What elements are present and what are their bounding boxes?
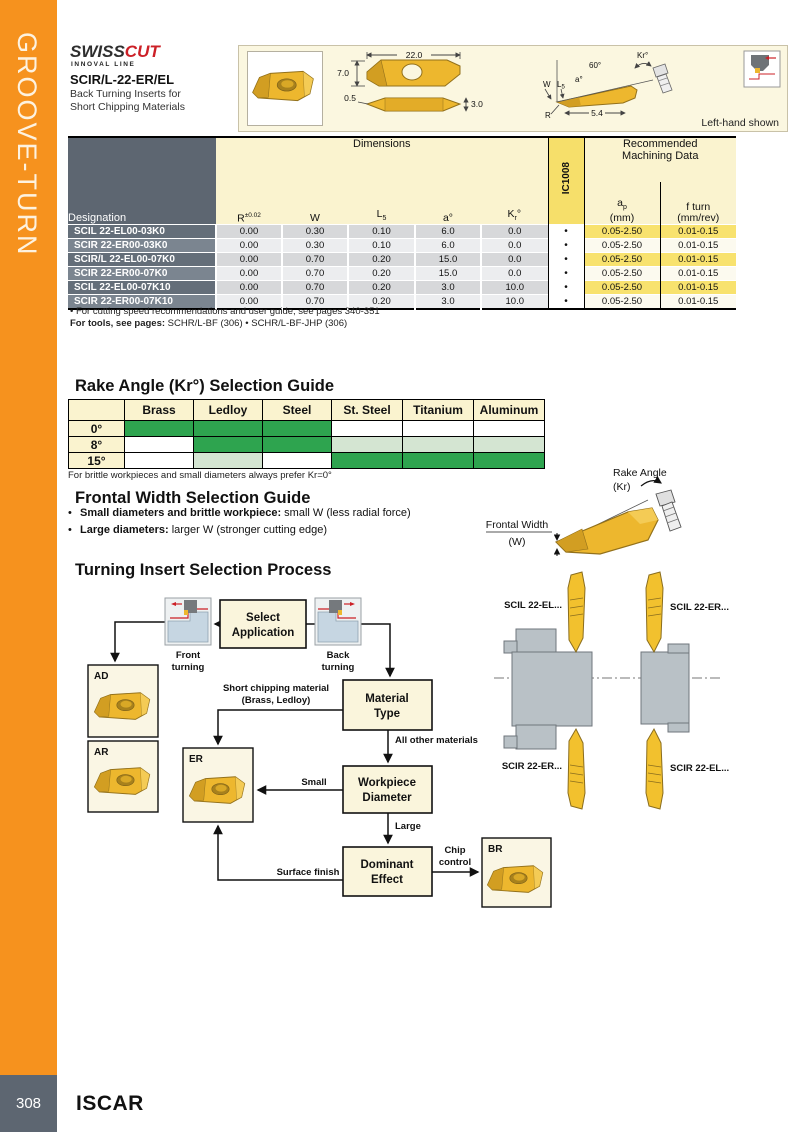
value-cell: 0.00: [216, 281, 282, 295]
rake-suitability-cell: [403, 453, 474, 469]
rake-angle-label: 0°: [69, 421, 125, 437]
dimensions-header: Dimensions: [216, 137, 548, 182]
svg-text:Small: Small: [301, 777, 327, 788]
rake-suitability-cell: [403, 437, 474, 453]
designation-cell: SCIR 22-ER00-07K10: [68, 295, 216, 310]
svg-text:Surface finish: Surface finish: [276, 867, 340, 878]
value-cell: 0.05-2.50: [584, 281, 660, 295]
svg-text:SCIR 22-ER...: SCIR 22-ER...: [501, 761, 562, 772]
list-item: • Small diameters and brittle workpiece: small W (less radial force): [68, 507, 411, 519]
svg-text:Short chipping material: Short chipping material: [222, 683, 330, 694]
table-row: [68, 281, 736, 295]
rake-suitability-cell: [332, 453, 403, 469]
application-mini-icon: [744, 51, 780, 87]
svg-text:Material: Material: [365, 693, 409, 705]
rake-suitability-cell: [263, 421, 332, 437]
svg-text:Diameter: Diameter: [362, 792, 412, 804]
value-cell: 0.10: [348, 239, 415, 253]
product-title: SCIR/L-22-ER/EL: [70, 72, 175, 87]
value-cell: 6.0: [415, 239, 481, 253]
workpiece-right: [641, 644, 689, 732]
value-cell: 15.0: [415, 267, 481, 281]
rake-suitability-cell: [125, 421, 194, 437]
value-cell: 0.01-0.15: [660, 295, 736, 310]
ad-insert-box: [88, 665, 158, 737]
rake-material-header: St. Steel: [332, 400, 403, 421]
svg-text:BR: BR: [488, 844, 503, 855]
designation-cell: SCIL 22-EL00-07K10: [68, 281, 216, 295]
material-type-box: [343, 680, 432, 730]
value-cell: 0.05-2.50: [584, 239, 660, 253]
svg-text:W: W: [543, 80, 551, 89]
value-cell: 0.01-0.15: [660, 239, 736, 253]
svg-text:3.0: 3.0: [471, 99, 483, 109]
front-turning-icon: [165, 598, 211, 645]
rake-material-header: Steel: [263, 400, 332, 421]
rake-suitability-cell: [403, 421, 474, 437]
value-cell: 0.00: [216, 239, 282, 253]
value-cell: 0.01-0.15: [660, 281, 736, 295]
side-tab: [0, 0, 57, 1075]
grade-dot-cell: •: [548, 225, 584, 239]
rake-suitability-cell: [474, 437, 545, 453]
column-designation: Designation: [68, 137, 216, 225]
rake-suitability-cell: [194, 453, 263, 469]
svg-text:(W): (W): [508, 536, 526, 548]
value-cell: 0.20: [348, 253, 415, 267]
svg-text:Effect: Effect: [371, 874, 403, 886]
svg-text:Frontal Width: Frontal Width: [485, 519, 549, 531]
svg-text:Type: Type: [374, 708, 400, 720]
grade-dot-cell: •: [548, 239, 584, 253]
value-cell: 0.01-0.15: [660, 253, 736, 267]
rake-suitability-cell: [194, 437, 263, 453]
rake-suitability-cell: [125, 437, 194, 453]
svg-text:0.5: 0.5: [344, 93, 356, 103]
table-footnote-2: For tools, see pages: SCHR/L-BF (306) • SCHR/L-BF-JHP (306): [70, 318, 348, 329]
rake-suitability-cell: [125, 453, 194, 469]
select-application-box: [220, 600, 306, 648]
rake-suitability-cell: [332, 421, 403, 437]
ar-insert-box: [88, 741, 158, 812]
value-cell: 0.30: [282, 239, 348, 253]
rake-guide-table: [68, 399, 545, 469]
svg-text:Kr°: Kr°: [637, 51, 649, 60]
rake-material-header: Ledloy: [194, 400, 263, 421]
value-cell: 0.00: [216, 225, 282, 239]
value-cell: 0.0: [481, 225, 548, 239]
svg-text:Front: Front: [175, 650, 201, 661]
table-row: [68, 239, 736, 253]
rake-suitability-cell: [263, 453, 332, 469]
column-kr: $K_r^\circ$: [481, 182, 548, 225]
value-cell: 0.00: [216, 253, 282, 267]
grade-column-header: IC1008: [548, 137, 584, 225]
grade-dot-cell: •: [548, 253, 584, 267]
rake-suitability-cell: [332, 437, 403, 453]
rake-corner-cell: [69, 400, 125, 421]
svg-text:Rake Angle: Rake Angle: [613, 467, 667, 479]
insert-illustration: [556, 508, 658, 554]
value-cell: 3.0: [415, 295, 481, 310]
value-cell: 3.0: [415, 281, 481, 295]
back-turning-icon: [315, 598, 361, 645]
column-ap: $a_p$ (mm): [584, 182, 660, 225]
svg-text:Select: Select: [246, 612, 280, 624]
column-fturn: f turn (mm/rev): [660, 182, 736, 225]
value-cell: 0.30: [282, 225, 348, 239]
column-r: $R^{\pm 0.02}$: [216, 182, 282, 225]
insert-side-view: [367, 98, 460, 111]
value-cell: 6.0: [415, 225, 481, 239]
frontal-guide-bullets: [68, 505, 411, 538]
rake-row: [69, 437, 545, 453]
process-title: Turning Insert Selection Process: [75, 561, 332, 579]
side-tab-label: GROOVE-TURN: [12, 32, 42, 257]
value-cell: 0.20: [348, 281, 415, 295]
table-row: [68, 267, 736, 281]
svg-text:5.4: 5.4: [591, 108, 603, 118]
rake-frontal-figure: [480, 460, 800, 570]
svg-text:Application: Application: [231, 627, 295, 639]
svg-text:Workpiece: Workpiece: [358, 777, 416, 789]
svg-text:SCIL 22-EL...: SCIL 22-EL...: [504, 600, 562, 611]
value-cell: 0.05-2.50: [584, 253, 660, 267]
value-cell: 0.0: [481, 253, 548, 267]
rake-suitability-cell: [263, 437, 332, 453]
svg-text:SCIR 22-EL...: SCIR 22-EL...: [670, 763, 730, 774]
svg-text:a°: a°: [575, 75, 583, 84]
svg-text:L5: L5: [557, 80, 565, 91]
svg-text:22.0: 22.0: [405, 50, 423, 60]
svg-text:Dominant: Dominant: [360, 859, 414, 871]
insert-top-view: [367, 60, 460, 86]
machining-data-header: Recommended Machining Data: [584, 137, 736, 182]
svg-text:Back: Back: [326, 650, 350, 661]
rake-row: [69, 453, 545, 469]
svg-text:Large: Large: [395, 821, 421, 832]
rake-material-header: Aluminum: [474, 400, 545, 421]
rake-suitability-cell: [194, 421, 263, 437]
grade-dot-cell: •: [548, 281, 584, 295]
table-footnote-1: • For cutting speed recommendations and user guide, see pages 340-351: [70, 306, 380, 317]
screw-icon: [653, 64, 672, 93]
svg-text:Chip: Chip: [444, 845, 466, 856]
insert-profile-view: [557, 86, 637, 107]
page-number-box: [0, 1075, 57, 1132]
grade-dot-cell: •: [548, 295, 584, 310]
application-diagram: [488, 565, 800, 815]
value-cell: 10.0: [481, 281, 548, 295]
designation-cell: SCIR 22-ER00-07K0: [68, 267, 216, 281]
designation-cell: SCIR 22-ER00-03K0: [68, 239, 216, 253]
list-item: • Large diameters: larger W (stronger cutting edge): [68, 523, 328, 536]
swisscut-logo: SWISSCUT: [70, 42, 160, 61]
workpiece-diameter-box: [343, 766, 432, 813]
value-cell: 0.70: [282, 253, 348, 267]
value-cell: 0.05-2.50: [584, 225, 660, 239]
rake-row: [69, 421, 545, 437]
svg-text:turning: turning: [171, 662, 205, 673]
svg-text:AD: AD: [94, 671, 109, 682]
table-row: [68, 253, 736, 267]
value-cell: 0.05-2.50: [584, 295, 660, 310]
rake-angle-label: 15°: [69, 453, 125, 469]
value-cell: 10.0: [481, 295, 548, 310]
svg-text:ER: ER: [189, 754, 203, 765]
rake-material-header: Titanium: [403, 400, 474, 421]
er-insert-box: [183, 748, 253, 822]
value-cell: 0.70: [282, 267, 348, 281]
value-cell: 0.70: [282, 281, 348, 295]
value-cell: 0.20: [348, 267, 415, 281]
designation-cell: SCIL 22-EL00-03K0: [68, 225, 216, 239]
dominant-effect-box: [343, 847, 432, 896]
value-cell: 0.20: [348, 295, 415, 310]
value-cell: 0.0: [481, 239, 548, 253]
frontal-guide-title: Frontal Width Selection Guide: [75, 489, 311, 507]
value-cell: 0.05-2.50: [584, 267, 660, 281]
svg-text:control: control: [438, 857, 472, 868]
svg-text:AR: AR: [94, 747, 109, 758]
grade-dot-cell: •: [548, 267, 584, 281]
rake-guide-title: Rake Angle (Kr°) Selection Guide: [75, 377, 335, 395]
designation-cell: SCIR/L 22-EL00-07K0: [68, 253, 216, 267]
svg-text:SCIL 22-ER...: SCIL 22-ER...: [670, 602, 729, 613]
rake-material-header: Brass: [125, 400, 194, 421]
value-cell: 0.00: [216, 295, 282, 310]
column-a: a°: [415, 182, 481, 225]
br-insert-box: [482, 838, 551, 907]
hand-note: Left-hand shown: [701, 117, 779, 129]
value-cell: 0.01-0.15: [660, 267, 736, 281]
value-cell: 0.10: [348, 225, 415, 239]
value-cell: 0.00: [216, 267, 282, 281]
value-cell: 15.0: [415, 253, 481, 267]
svg-text:60°: 60°: [589, 61, 602, 70]
rake-suitability-cell: [474, 421, 545, 437]
page-number: 308: [15, 1095, 42, 1112]
value-cell: 0.0: [481, 267, 548, 281]
svg-text:All other materials: All other materials: [395, 735, 478, 746]
svg-text:R: R: [545, 111, 551, 120]
technical-drawing-panel: [238, 45, 788, 132]
svg-text:(Brass, Ledloy): (Brass, Ledloy): [241, 695, 311, 706]
product-description: Back Turning Inserts for Short Chipping Materials: [70, 88, 185, 113]
swisscut-logo-subline: INNOVAL LINE: [71, 61, 136, 68]
screw-icon: [656, 490, 681, 531]
rake-angle-label: 8°: [69, 437, 125, 453]
column-w: W: [282, 182, 348, 225]
table-row: [68, 225, 736, 239]
svg-text:7.0: 7.0: [337, 68, 349, 78]
spec-table: [68, 136, 736, 310]
value-cell: 0.70: [282, 295, 348, 310]
svg-text:(Kr): (Kr): [613, 481, 631, 493]
svg-text:turning: turning: [321, 662, 355, 673]
column-l5: $L_5$: [348, 182, 415, 225]
rake-guide-footnote: For brittle workpieces and small diameters always prefer Kr=0°: [68, 470, 332, 481]
brand-footer: ISCAR: [76, 1092, 144, 1115]
value-cell: 0.01-0.15: [660, 225, 736, 239]
